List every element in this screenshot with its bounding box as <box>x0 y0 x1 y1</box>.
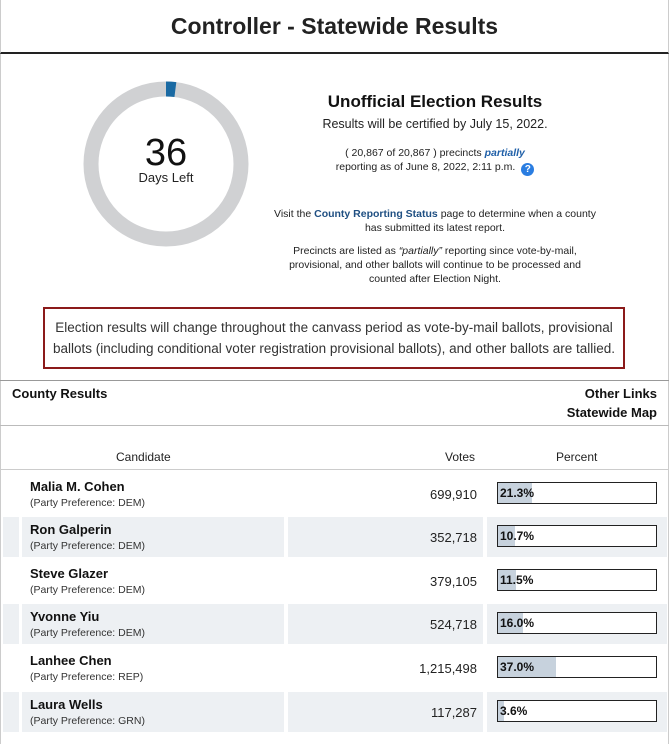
visit-prefix: Visit the <box>274 208 312 220</box>
reporting-time: reporting as of June 8, 2022, 2:11 p.m. <box>335 161 516 173</box>
partial-word: “partially” <box>398 245 442 257</box>
party-preference: (Party Preference: DEM) <box>30 497 145 509</box>
percent-bar <box>497 700 657 722</box>
column-header-candidate: Candidate <box>116 450 171 464</box>
percent-value: 21.3% <box>500 486 535 500</box>
candidate-name: Yvonne Yiu <box>30 609 100 624</box>
percent-bar <box>497 656 657 678</box>
header-divider <box>0 469 669 470</box>
visit-suffix: page to determine when a county has submitted its latest report. <box>364 208 596 234</box>
vote-count: 379,105 <box>430 574 477 589</box>
percent-cell <box>487 692 667 732</box>
candidate-cell <box>22 604 284 644</box>
votes-cell <box>288 474 483 514</box>
row-spacer <box>3 604 19 644</box>
candidate-name: Malia M. Cohen <box>30 479 125 494</box>
percent-value: 16.0% <box>500 616 535 630</box>
votes-cell <box>288 648 483 688</box>
results-heading: Unofficial Election Results <box>327 92 543 111</box>
percent-value: 3.6% <box>500 704 528 718</box>
percent-cell <box>487 474 667 514</box>
percent-cell <box>487 604 667 644</box>
votes-cell <box>288 517 483 557</box>
party-preference: (Party Preference: DEM) <box>30 627 145 639</box>
column-header-percent: Percent <box>556 450 598 464</box>
row-spacer <box>3 692 19 732</box>
other-links-link[interactable]: Other Links <box>584 386 657 401</box>
party-preference: (Party Preference: DEM) <box>30 540 145 552</box>
vote-count: 117,287 <box>430 705 477 720</box>
partial-suffix: reporting since vote-by-mail, provisional, and other ballots will continue to be processed and counted after Election Night. <box>289 245 581 285</box>
candidate-name: Steve Glazer <box>30 566 109 581</box>
table-row <box>0 604 669 648</box>
county-results-link[interactable]: County Results <box>12 386 108 401</box>
candidate-name: Lanhee Chen <box>30 653 112 668</box>
vote-count: 524,718 <box>430 617 477 632</box>
party-preference: (Party Preference: DEM) <box>30 584 145 596</box>
question-circle-icon[interactable]: ? <box>521 163 534 176</box>
row-spacer <box>3 561 19 601</box>
county-reporting-status-link[interactable]: County Reporting Status <box>314 208 438 220</box>
percent-bar <box>497 482 657 504</box>
precinct-count: ( 20,867 of 20,867 ) precincts <box>345 147 482 159</box>
percent-bar <box>497 525 657 547</box>
percent-value: 10.7% <box>500 529 535 543</box>
row-spacer <box>3 648 19 688</box>
partial-prefix: Precincts are listed as <box>293 245 396 257</box>
votes-cell <box>288 604 483 644</box>
table-row <box>0 517 669 561</box>
table-row <box>0 648 669 692</box>
row-spacer <box>3 517 19 557</box>
candidate-cell <box>22 517 284 557</box>
certification-date: Results will be certified by July 15, 2022. <box>322 117 548 131</box>
partial-reporting-note <box>270 244 600 286</box>
percent-bar <box>497 612 657 634</box>
candidate-name: Ron Galperin <box>30 522 112 537</box>
links-bar <box>0 380 669 426</box>
votes-cell <box>288 561 483 601</box>
candidate-cell <box>22 561 284 601</box>
percent-bar <box>497 569 657 591</box>
percent-cell <box>487 561 667 601</box>
candidate-cell <box>22 692 284 732</box>
page-title: Controller - Statewide Results <box>170 12 499 39</box>
percent-cell <box>487 517 667 557</box>
precinct-status <box>270 146 600 176</box>
percent-value: 11.5% <box>500 573 534 587</box>
canvass-notice: Election results will change throughout the canvass period as vote-by-mail ballots, provisional ballots (including conditional voter registration provisional ballots), and other ballots are tallied. <box>43 307 625 369</box>
vote-count: 699,910 <box>430 487 477 502</box>
party-preference: (Party Preference: GRN) <box>30 715 145 727</box>
table-row <box>0 561 669 605</box>
percent-value: 37.0% <box>500 660 535 674</box>
candidate-cell <box>22 648 284 688</box>
vote-count: 1,215,498 <box>419 661 477 676</box>
partially-label: partially <box>484 147 525 159</box>
party-preference: (Party Preference: REP) <box>30 671 144 683</box>
votes-cell <box>288 692 483 732</box>
table-row <box>0 692 669 736</box>
days-left-label: Days Left <box>138 170 194 185</box>
table-row <box>0 474 669 518</box>
candidate-name: Laura Wells <box>30 697 103 712</box>
candidate-cell <box>22 474 284 514</box>
page-header <box>0 0 669 54</box>
statewide-map-link[interactable]: Statewide Map <box>566 405 657 420</box>
percent-cell <box>487 648 667 688</box>
vote-count: 352,718 <box>430 530 477 545</box>
row-spacer <box>3 474 19 514</box>
county-reporting-note <box>270 207 600 235</box>
days-left-number: 36 <box>144 132 188 174</box>
column-header-votes: Votes <box>445 450 476 464</box>
